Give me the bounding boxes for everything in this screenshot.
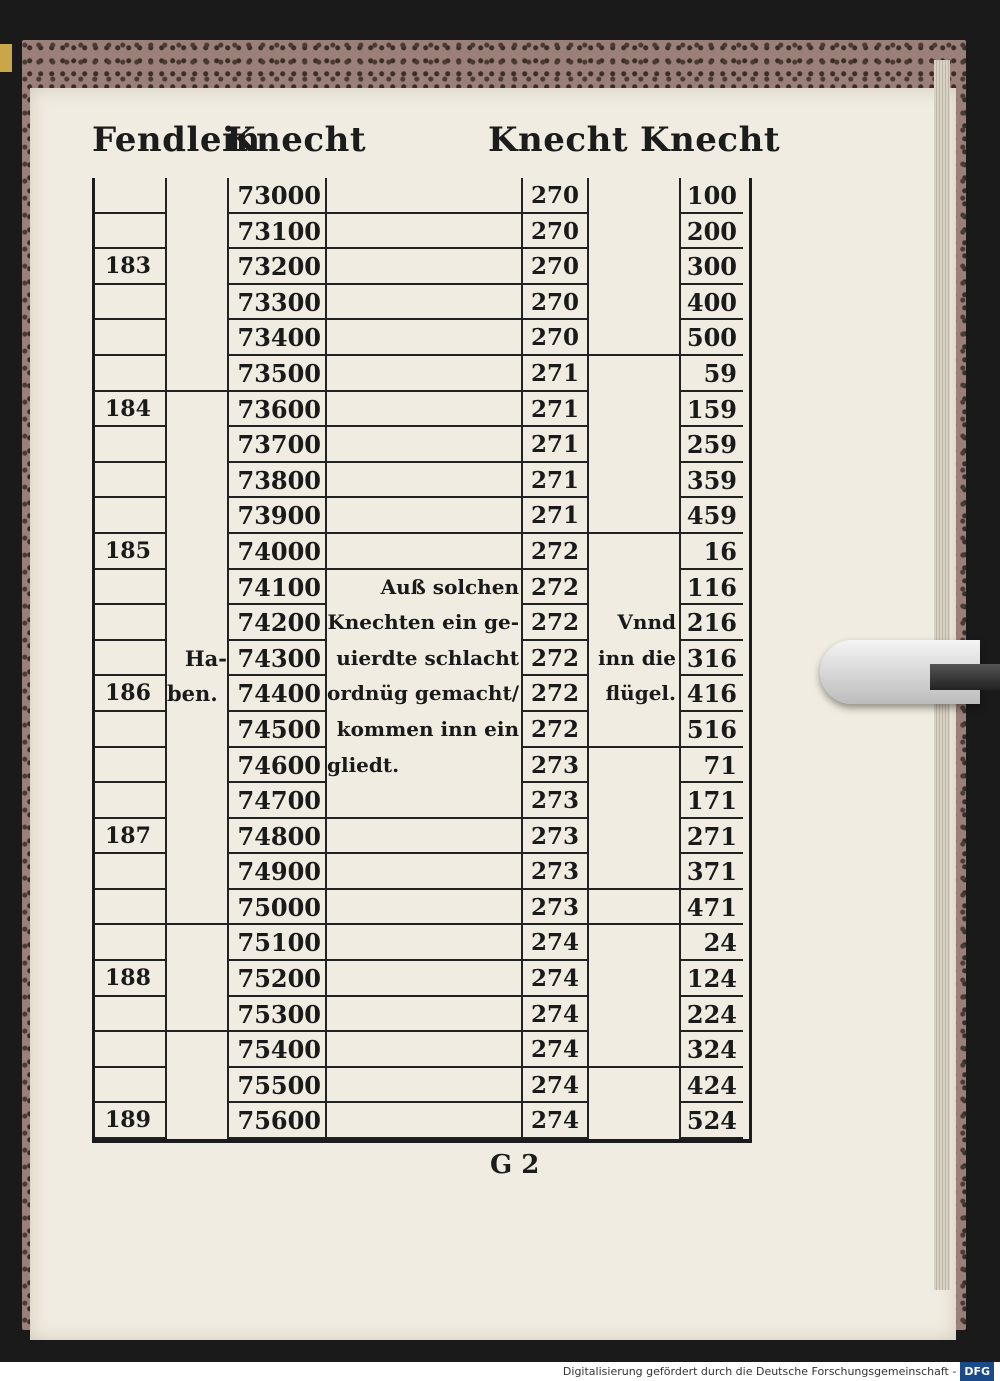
table-row xyxy=(95,463,749,499)
knecht-cell: 73200 xyxy=(229,249,327,285)
knecht-remainder-cell: 116 xyxy=(681,570,743,606)
blank-cell xyxy=(327,249,523,285)
fendlein-cell: 183 xyxy=(95,249,167,285)
knecht-cell: 73800 xyxy=(229,463,327,499)
knecht-cell: 74300 xyxy=(229,641,327,677)
fendlein-cell xyxy=(95,890,167,926)
table-row xyxy=(95,392,749,428)
table-row xyxy=(95,605,749,641)
knecht-cell: 73000 xyxy=(229,178,327,214)
knecht-count-cell: 271 xyxy=(523,392,589,428)
knecht-count-cell: 274 xyxy=(523,961,589,997)
fendlein-cell xyxy=(95,214,167,250)
haben-cell xyxy=(167,392,229,428)
knecht-remainder-cell: 424 xyxy=(681,1068,743,1104)
blank-cell xyxy=(589,819,681,855)
knecht-count-cell: 272 xyxy=(523,712,589,748)
fendlein-cell xyxy=(95,463,167,499)
fendlein-cell: 184 xyxy=(95,392,167,428)
table-row xyxy=(95,1068,749,1104)
table-row xyxy=(95,356,749,392)
knecht-count-cell: 270 xyxy=(523,285,589,321)
haben-cell xyxy=(167,1103,229,1139)
haben-cell xyxy=(167,854,229,890)
note-middle-line: ordnüg gemacht/ xyxy=(327,676,523,712)
knecht-count-cell: 274 xyxy=(523,1103,589,1139)
haben-cell: Ha- xyxy=(167,641,229,677)
blank-cell xyxy=(589,925,681,961)
knecht-count-cell: 270 xyxy=(523,178,589,214)
fendlein-cell xyxy=(95,854,167,890)
knecht-cell: 74100 xyxy=(229,570,327,606)
table-row xyxy=(95,819,749,855)
knecht-remainder-cell: 416 xyxy=(681,676,743,712)
blank-cell xyxy=(589,320,681,356)
knecht-remainder-cell: 516 xyxy=(681,712,743,748)
note-middle-line: gliedt. xyxy=(327,748,523,784)
haben-cell xyxy=(167,890,229,926)
haben-cell: ben. xyxy=(167,676,229,712)
knecht-cell: 74700 xyxy=(229,783,327,819)
knecht-remainder-cell: 159 xyxy=(681,392,743,428)
fendlein-cell xyxy=(95,498,167,534)
knecht-remainder-cell: 324 xyxy=(681,1032,743,1068)
table-row xyxy=(95,783,749,819)
header-fendlein: Fendlein xyxy=(92,120,261,160)
haben-cell xyxy=(167,320,229,356)
blank-cell xyxy=(589,392,681,428)
knecht-count-cell: 272 xyxy=(523,676,589,712)
knecht-cell: 73400 xyxy=(229,320,327,356)
blank-cell xyxy=(589,783,681,819)
blank-cell xyxy=(327,534,523,570)
knecht-remainder-cell: 316 xyxy=(681,641,743,677)
knecht-count-cell: 273 xyxy=(523,748,589,784)
knecht-cell: 73100 xyxy=(229,214,327,250)
blank-cell xyxy=(327,890,523,926)
knecht-count-cell: 272 xyxy=(523,570,589,606)
knecht-count-cell: 272 xyxy=(523,641,589,677)
blank-cell xyxy=(589,854,681,890)
fendlein-cell xyxy=(95,783,167,819)
fendlein-cell xyxy=(95,178,167,214)
fendlein-cell xyxy=(95,712,167,748)
knecht-remainder-cell: 524 xyxy=(681,1103,743,1139)
table-row xyxy=(95,534,749,570)
table-row xyxy=(95,285,749,321)
blank-cell xyxy=(589,463,681,499)
knecht-cell: 74400 xyxy=(229,676,327,712)
knecht-remainder-cell: 271 xyxy=(681,819,743,855)
knecht-remainder-cell: 300 xyxy=(681,249,743,285)
table-row xyxy=(95,641,749,677)
knecht-count-cell: 274 xyxy=(523,925,589,961)
knecht-count-cell: 272 xyxy=(523,605,589,641)
signature-mark: G 2 xyxy=(490,1150,540,1180)
knecht-cell: 74800 xyxy=(229,819,327,855)
blank-cell xyxy=(589,285,681,321)
fendlein-cell xyxy=(95,356,167,392)
haben-cell xyxy=(167,712,229,748)
note-right-line: Vnnd xyxy=(589,605,681,641)
blank-cell xyxy=(327,427,523,463)
blank-cell xyxy=(589,498,681,534)
table-row xyxy=(95,961,749,997)
blank-cell xyxy=(327,498,523,534)
knecht-cell: 74600 xyxy=(229,748,327,784)
number-table xyxy=(92,178,752,1143)
knecht-remainder-cell: 16 xyxy=(681,534,743,570)
table-row xyxy=(95,1103,749,1139)
blank-cell xyxy=(589,249,681,285)
table-row xyxy=(95,1032,749,1068)
knecht-remainder-cell: 100 xyxy=(681,178,743,214)
knecht-count-cell: 273 xyxy=(523,819,589,855)
note-middle-line: Auß solchen xyxy=(327,570,523,606)
footer-credit: Digitalisierung gefördert durch die Deutsche Forschungsgemeinschaft - xyxy=(562,1365,957,1378)
blank-cell xyxy=(327,1068,523,1104)
knecht-cell: 75600 xyxy=(229,1103,327,1139)
knecht-count-cell: 273 xyxy=(523,783,589,819)
knecht-remainder-cell: 259 xyxy=(681,427,743,463)
fendlein-cell xyxy=(95,285,167,321)
table-row xyxy=(95,854,749,890)
blank-cell xyxy=(589,427,681,463)
knecht-remainder-cell: 171 xyxy=(681,783,743,819)
table-row xyxy=(95,249,749,285)
table-row xyxy=(95,712,749,748)
note-right-line: flügel. xyxy=(589,676,681,712)
knecht-count-cell: 271 xyxy=(523,427,589,463)
blank-cell xyxy=(589,1068,681,1104)
haben-cell xyxy=(167,498,229,534)
fendlein-cell: 185 xyxy=(95,534,167,570)
fendlein-cell xyxy=(95,427,167,463)
knecht-cell: 73500 xyxy=(229,356,327,392)
blank-cell xyxy=(589,356,681,392)
table-row xyxy=(95,890,749,926)
haben-cell xyxy=(167,534,229,570)
knecht-remainder-cell: 216 xyxy=(681,605,743,641)
fendlein-cell xyxy=(95,320,167,356)
book-clasp xyxy=(0,44,12,72)
knecht-cell: 75400 xyxy=(229,1032,327,1068)
knecht-remainder-cell: 371 xyxy=(681,854,743,890)
haben-cell xyxy=(167,249,229,285)
blank-cell xyxy=(589,712,681,748)
haben-cell xyxy=(167,178,229,214)
blank-cell xyxy=(327,320,523,356)
knecht-count-cell: 274 xyxy=(523,997,589,1033)
knecht-count-cell: 270 xyxy=(523,320,589,356)
knecht-count-cell: 274 xyxy=(523,1032,589,1068)
knecht-cell: 75000 xyxy=(229,890,327,926)
blank-cell xyxy=(327,961,523,997)
knecht-cell: 73900 xyxy=(229,498,327,534)
blank-cell xyxy=(327,392,523,428)
blank-cell xyxy=(327,285,523,321)
blank-cell xyxy=(327,178,523,214)
table-row xyxy=(95,178,749,214)
knecht-count-cell: 271 xyxy=(523,463,589,499)
haben-cell xyxy=(167,463,229,499)
knecht-cell: 75500 xyxy=(229,1068,327,1104)
knecht-remainder-cell: 59 xyxy=(681,356,743,392)
dfg-logo: DFG xyxy=(960,1362,994,1381)
knecht-cell: 73600 xyxy=(229,392,327,428)
knecht-cell: 74900 xyxy=(229,854,327,890)
knecht-cell: 75100 xyxy=(229,925,327,961)
haben-cell xyxy=(167,961,229,997)
table-row xyxy=(95,925,749,961)
knecht-remainder-cell: 359 xyxy=(681,463,743,499)
fendlein-cell xyxy=(95,641,167,677)
haben-cell xyxy=(167,427,229,463)
blank-cell xyxy=(327,463,523,499)
blank-cell xyxy=(589,534,681,570)
blank-cell xyxy=(327,214,523,250)
knecht-remainder-cell: 471 xyxy=(681,890,743,926)
table-row xyxy=(95,997,749,1033)
blank-cell xyxy=(589,570,681,606)
knecht-count-cell: 270 xyxy=(523,249,589,285)
fendlein-cell: 187 xyxy=(95,819,167,855)
knecht-cell: 74000 xyxy=(229,534,327,570)
knecht-remainder-cell: 24 xyxy=(681,925,743,961)
knecht-cell: 75300 xyxy=(229,997,327,1033)
haben-cell xyxy=(167,1032,229,1068)
fendlein-cell: 188 xyxy=(95,961,167,997)
blank-cell xyxy=(589,961,681,997)
blank-cell xyxy=(327,783,523,819)
blank-cell xyxy=(327,1032,523,1068)
haben-cell xyxy=(167,356,229,392)
fendlein-cell xyxy=(95,1032,167,1068)
haben-cell xyxy=(167,285,229,321)
blank-cell xyxy=(327,997,523,1033)
blank-cell xyxy=(327,819,523,855)
table-row xyxy=(95,214,749,250)
blank-cell xyxy=(589,1032,681,1068)
haben-cell xyxy=(167,748,229,784)
fendlein-cell xyxy=(95,997,167,1033)
knecht-remainder-cell: 71 xyxy=(681,748,743,784)
haben-cell xyxy=(167,1068,229,1104)
knecht-cell: 75200 xyxy=(229,961,327,997)
header-knecht-2: Knecht xyxy=(488,120,629,160)
note-middle-line: Knechten ein ge- xyxy=(327,605,523,641)
blank-cell xyxy=(327,925,523,961)
fendlein-cell xyxy=(95,925,167,961)
table-row xyxy=(95,570,749,606)
knecht-cell: 74500 xyxy=(229,712,327,748)
table-row xyxy=(95,427,749,463)
blank-cell xyxy=(589,214,681,250)
blank-cell xyxy=(327,1103,523,1139)
table-row xyxy=(95,498,749,534)
note-right-line: inn die xyxy=(589,641,681,677)
knecht-count-cell: 273 xyxy=(523,890,589,926)
blank-cell xyxy=(589,997,681,1033)
knecht-remainder-cell: 400 xyxy=(681,285,743,321)
fendlein-cell xyxy=(95,748,167,784)
fendlein-cell xyxy=(95,570,167,606)
knecht-remainder-cell: 200 xyxy=(681,214,743,250)
header-knecht-3: Knecht xyxy=(640,120,781,160)
knecht-remainder-cell: 459 xyxy=(681,498,743,534)
blank-cell xyxy=(589,890,681,926)
blank-cell xyxy=(589,748,681,784)
fendlein-cell xyxy=(95,605,167,641)
haben-cell xyxy=(167,605,229,641)
note-middle-line: uierdte schlacht xyxy=(327,641,523,677)
knecht-count-cell: 271 xyxy=(523,356,589,392)
note-middle-line: kommen inn ein xyxy=(327,712,523,748)
blank-cell xyxy=(589,178,681,214)
knecht-count-cell: 272 xyxy=(523,534,589,570)
knecht-count-cell: 273 xyxy=(523,854,589,890)
haben-cell xyxy=(167,997,229,1033)
knecht-cell: 73700 xyxy=(229,427,327,463)
knecht-count-cell: 270 xyxy=(523,214,589,250)
header-knecht-1: Knecht xyxy=(226,120,367,160)
fendlein-cell: 186 xyxy=(95,676,167,712)
table-row xyxy=(95,676,749,712)
knecht-count-cell: 271 xyxy=(523,498,589,534)
haben-cell xyxy=(167,214,229,250)
table-row xyxy=(95,320,749,356)
fendlein-cell: 189 xyxy=(95,1103,167,1139)
knecht-remainder-cell: 124 xyxy=(681,961,743,997)
knecht-cell: 73300 xyxy=(229,285,327,321)
page-turn-handle-stem xyxy=(930,664,1000,690)
haben-cell xyxy=(167,783,229,819)
knecht-remainder-cell: 224 xyxy=(681,997,743,1033)
fendlein-cell xyxy=(95,1068,167,1104)
blank-cell xyxy=(589,1103,681,1139)
knecht-cell: 74200 xyxy=(229,605,327,641)
footer-credit-bar xyxy=(0,1362,1000,1381)
knecht-remainder-cell: 500 xyxy=(681,320,743,356)
blank-cell xyxy=(327,854,523,890)
table-row xyxy=(95,748,749,784)
blank-cell xyxy=(327,356,523,392)
knecht-count-cell: 274 xyxy=(523,1068,589,1104)
haben-cell xyxy=(167,819,229,855)
haben-cell xyxy=(167,925,229,961)
haben-cell xyxy=(167,570,229,606)
